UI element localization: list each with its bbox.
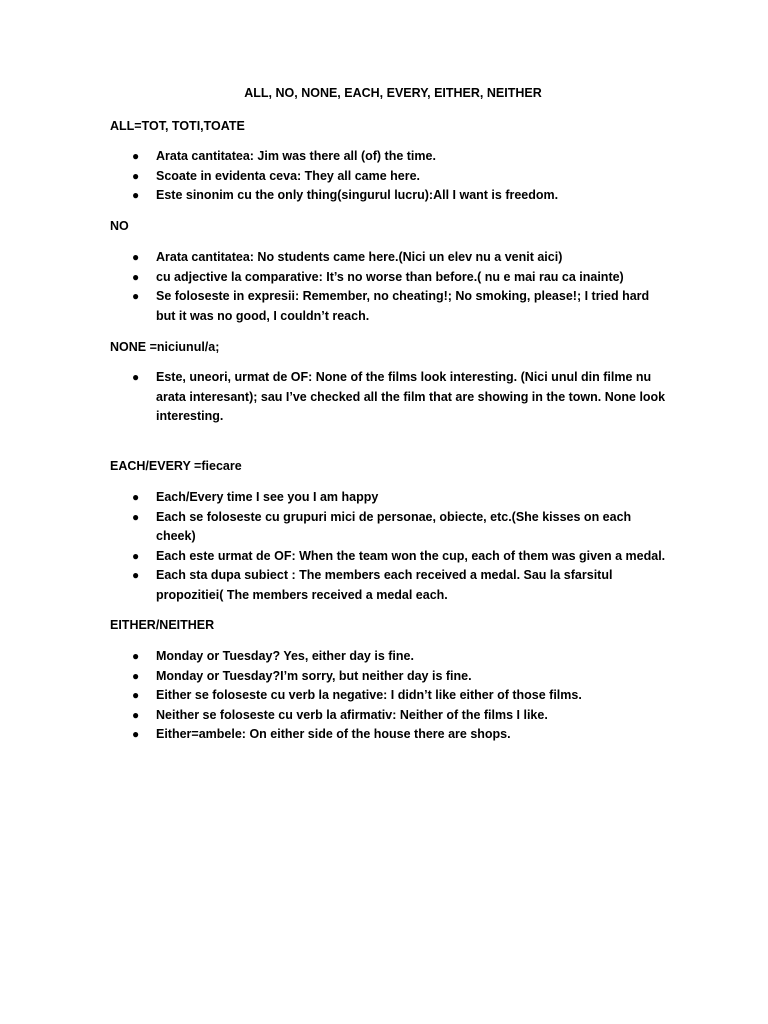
- bullet-icon: ●: [132, 568, 140, 582]
- list-item: ● Monday or Tuesday? Yes, either day is fine.: [110, 647, 670, 667]
- bullet-icon: ●: [132, 668, 140, 683]
- section-heading-none: NONE =niciunul/a;: [110, 340, 220, 354]
- bullet-icon: ●: [132, 490, 140, 504]
- bullet-icon: ●: [132, 509, 140, 524]
- bullet-list-no: [110, 248, 670, 326]
- bullet-icon: ●: [132, 370, 140, 384]
- bullet-icon: ●: [132, 168, 140, 183]
- bullet-icon: ●: [132, 688, 140, 702]
- list-item: ● Este sinonim cu the only thing(singurul lucru):All I want is freedom.: [110, 186, 670, 206]
- bullet-icon: ●: [132, 269, 140, 284]
- list-item: ● Each sta dupa subiect : The members each received a medal. Sau la sfarsitul propozitiei( The members received a medal each.: [132, 568, 613, 602]
- list-item: ● Arata cantitatea: No students came here.(Nici un elev nu a venit aici): [110, 248, 670, 268]
- bullet-icon: ●: [132, 707, 140, 722]
- bullet-icon: ●: [132, 289, 140, 303]
- bullet-list-each-every: [110, 488, 670, 605]
- section-heading-each-every: EACH/EVERY =fiecare: [110, 459, 242, 473]
- bullet-icon: ●: [132, 727, 140, 741]
- list-item: ● Arata cantitatea: Jim was there all (of) the time.: [110, 147, 670, 167]
- list-item: ● Este, uneori, urmat de OF: None of the films look interesting. (Nici unul din filme nu arata interesant); sau I’ve checked all the film that are showing in the town. None look interesting.: [132, 370, 666, 423]
- list-item: ● Either se foloseste cu verb la negative: I didn’t like either of those films.: [110, 686, 670, 706]
- list-item: ● Monday or Tuesday?I’m sorry, but neither day is fine.: [110, 667, 670, 687]
- document-title: ALL, NO, NONE, EACH, EVERY, EITHER, NEITHER: [244, 86, 542, 100]
- list-item: ● Scoate in evidenta ceva: They all came here.: [110, 167, 670, 187]
- bullet-icon: ●: [132, 188, 140, 202]
- bullet-icon: ●: [132, 548, 140, 563]
- list-item: ● Each/Every time I see you I am happy: [110, 488, 670, 508]
- bullet-list-none: [110, 368, 670, 427]
- section-heading-all: ALL=TOT, TOTI,TOATE: [110, 119, 245, 133]
- bullet-icon: ●: [132, 149, 140, 163]
- bullet-list-either-neither: [110, 647, 670, 745]
- list-item: ● Each este urmat de OF: When the team won the cup, each of them was given a medal.: [110, 547, 670, 567]
- section-heading-no: NO: [110, 219, 129, 233]
- bullet-list-all: [110, 147, 670, 206]
- list-item: ● Each se foloseste cu grupuri mici de personae, obiecte, etc.(She kisses on each cheek): [132, 509, 632, 543]
- list-item: ● Neither se foloseste cu verb la afirmativ: Neither of the films I like.: [110, 706, 670, 726]
- section-heading-either-neither: EITHER/NEITHER: [110, 618, 215, 632]
- bullet-icon: ●: [132, 649, 140, 663]
- list-item: ● Se foloseste in expresii: Remember, no cheating!; No smoking, please!; I tried hard but it was no good, I couldn’t reach.: [132, 289, 650, 323]
- list-item: ● cu adjective la comparative: It’s no worse than before.( nu e mai rau ca inainte): [110, 268, 670, 288]
- bullet-icon: ●: [132, 250, 140, 264]
- list-item: ● Either=ambele: On either side of the house there are shops.: [110, 725, 670, 745]
